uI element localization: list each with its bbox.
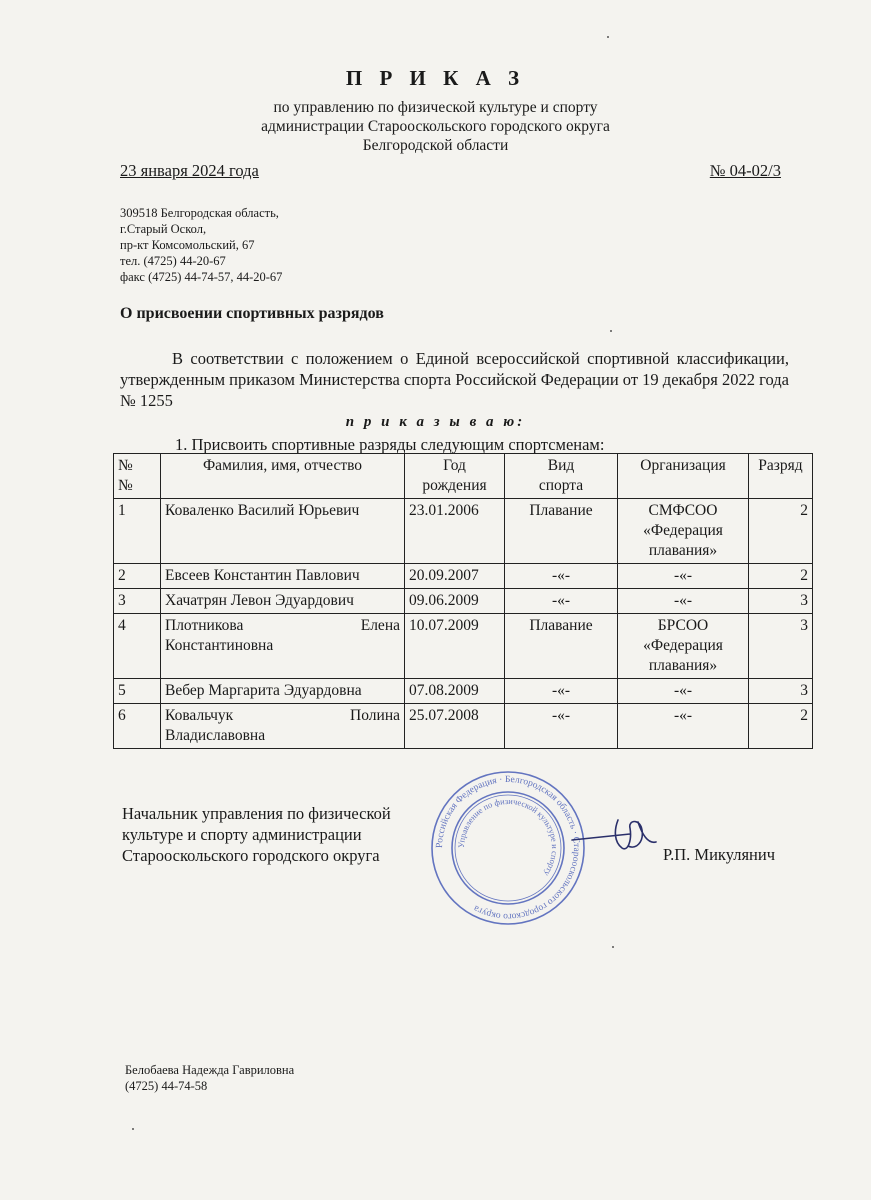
table-row: [114, 614, 813, 679]
birth-date-cell: 07.08.2009: [405, 679, 505, 704]
table-row: [114, 589, 813, 614]
athlete-name-cell: Плотникова Елена Константиновна: [161, 614, 405, 679]
signatory-position: Начальник управления по физической культуре и спорту администрации Старооскольского городского округа: [122, 804, 391, 865]
header-sport: Вид спорта: [505, 454, 618, 499]
table-row: [114, 499, 813, 564]
athlete-name-cell: Евсеев Константин Павлович: [161, 564, 405, 589]
order-item-1: 1. Присвоить спортивные разряды следующим спортсменам:: [175, 435, 605, 454]
athlete-name-cell: Коваленко Василий Юрьевич: [161, 499, 405, 564]
sport-cell: Плавание: [505, 614, 618, 679]
header-name: Фамилия, имя, отчество: [161, 454, 405, 499]
row-number-cell: 2: [114, 564, 161, 589]
organization-cell: СМФСОО «Федерация плавания»: [618, 499, 749, 564]
athlete-name-cell: Ковальчук Полина Владиславовна: [161, 704, 405, 749]
sport-cell: Плавание: [505, 499, 618, 564]
organization-cell: -«-: [618, 679, 749, 704]
athletes-table: [113, 453, 813, 749]
scan-speck: [132, 1128, 134, 1130]
order-number: № 04-02/3: [709, 161, 781, 180]
sport-cell: -«-: [505, 589, 618, 614]
row-number-cell: 3: [114, 589, 161, 614]
athlete-name-cell: Хачатрян Левон Эдуардович: [161, 589, 405, 614]
order-subject: О присвоении спортивных разрядов: [120, 305, 384, 322]
address-line: пр-кт Комсомольский, 67: [120, 238, 255, 252]
document-title: П Р И К А З: [345, 66, 526, 90]
sport-cell: -«-: [505, 704, 618, 749]
preamble-text: В соответствии с положением о Единой всероссийской спортивной классификации, утвержденным приказом Министерства спорта Российской Федерации от 19 декабря 2022 года № 1255: [120, 349, 789, 410]
fax-line: факс (4725) 44-74-57, 44-20-67: [120, 270, 283, 284]
rank-cell: 3: [749, 614, 813, 679]
row-number-cell: 1: [114, 499, 161, 564]
phone-line: тел. (4725) 44-20-67: [120, 254, 226, 268]
birth-date-cell: 25.07.2008: [405, 704, 505, 749]
address-block: [120, 205, 282, 285]
sport-cell: -«-: [505, 679, 618, 704]
rank-cell: 2: [749, 564, 813, 589]
birth-date-cell: 10.07.2009: [405, 614, 505, 679]
address-line: 309518 Белгородская область,: [120, 206, 279, 220]
preamble-paragraph: [120, 348, 789, 411]
header-organization: Организация: [618, 454, 749, 499]
rank-cell: 3: [749, 679, 813, 704]
official-stamp: [428, 768, 588, 928]
orders-word: п р и к а з ы в а ю:: [345, 414, 526, 430]
organization-cell: БРСОО «Федерация плавания»: [618, 614, 749, 679]
header-birth-year: Год рождения: [405, 454, 505, 499]
row-number-cell: 5: [114, 679, 161, 704]
table-row: [114, 564, 813, 589]
rank-cell: 2: [749, 704, 813, 749]
sport-cell: -«-: [505, 564, 618, 589]
issuer-line-1: по управлению по физической культуре и спорту: [273, 99, 598, 116]
organization-cell: -«-: [618, 589, 749, 614]
scan-speck: [612, 946, 614, 948]
executor-name: Белобаева Надежда Гавриловна: [125, 1063, 295, 1077]
table-header-row: [114, 454, 813, 499]
issuer-line-3: Белгородской области: [362, 137, 509, 154]
row-number-cell: 4: [114, 614, 161, 679]
athlete-name-cell: Вебер Маргарита Эдуардовна: [161, 679, 405, 704]
table-row: [114, 679, 813, 704]
table-row: [114, 704, 813, 749]
stamp-inner-text: Управление по физической культуре и спорту: [455, 795, 561, 879]
signatory-name: Р.П. Микулянич: [663, 845, 775, 864]
executor-phone: (4725) 44-74-58: [125, 1079, 208, 1093]
organization-cell: -«-: [618, 564, 749, 589]
header-number: № №: [114, 454, 161, 499]
stamp-outer-text: Российская Федерация · Белгородская область · Старооскольского городского округа: [434, 774, 582, 922]
birth-date-cell: 20.09.2007: [405, 564, 505, 589]
executor-block: [125, 1062, 294, 1094]
row-number-cell: 6: [114, 704, 161, 749]
scan-speck: [610, 330, 612, 332]
rank-cell: 3: [749, 589, 813, 614]
svg-text:Управление по физической культ: [456, 796, 560, 879]
address-line: г.Старый Оскол,: [120, 222, 207, 236]
issuer-line-2: администрации Старооскольского городского округа: [261, 118, 610, 135]
handwritten-signature: [570, 810, 660, 860]
rank-cell: 2: [749, 499, 813, 564]
order-date: 23 января 2024 года: [120, 161, 259, 180]
organization-cell: -«-: [618, 704, 749, 749]
scan-speck: [607, 36, 609, 38]
birth-date-cell: 23.01.2006: [405, 499, 505, 564]
birth-date-cell: 09.06.2009: [405, 589, 505, 614]
header-rank: Разряд: [749, 454, 813, 499]
